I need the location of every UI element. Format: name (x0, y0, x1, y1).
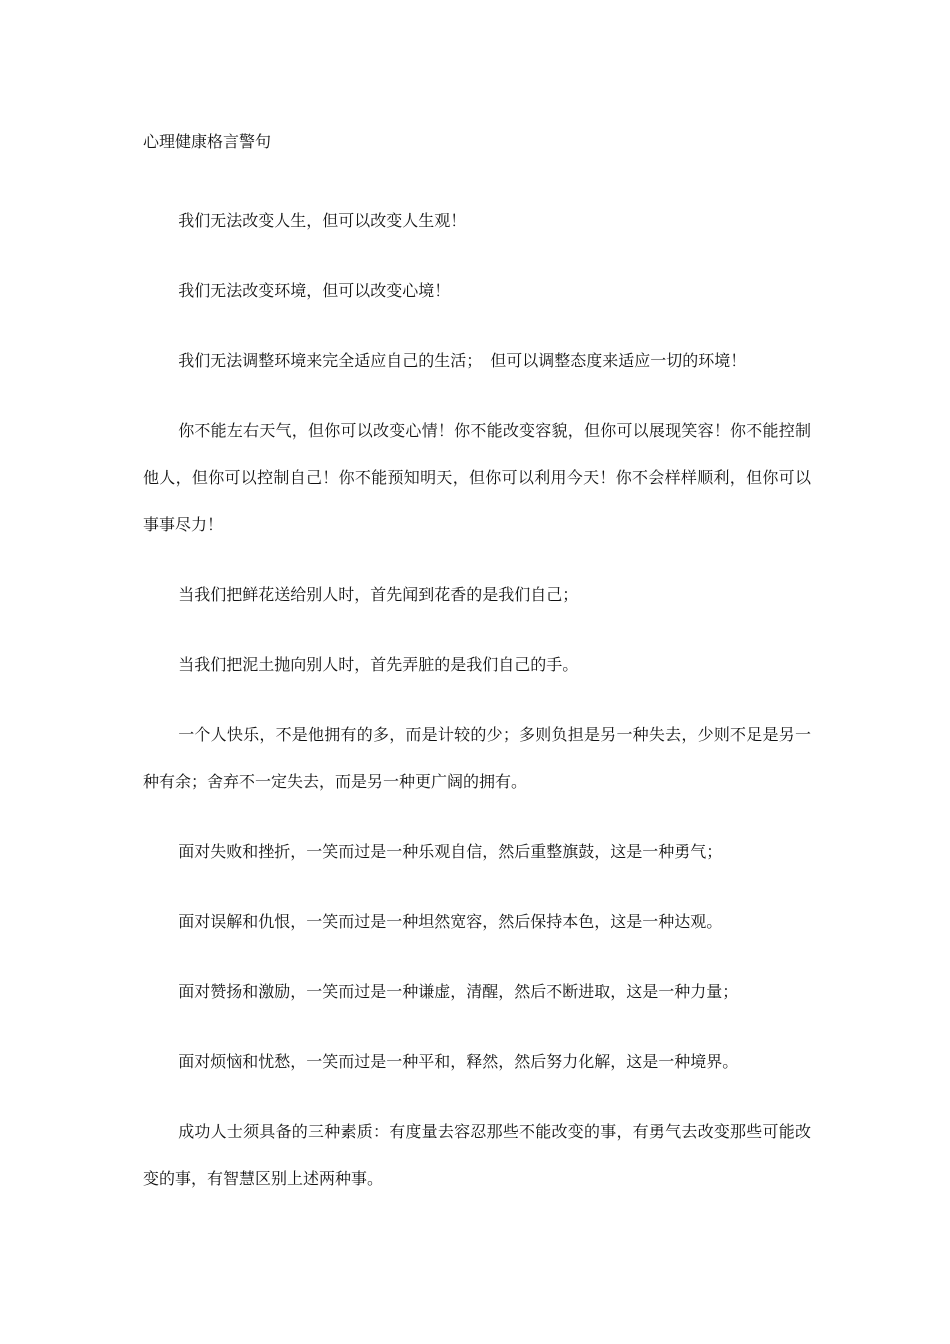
spacer (143, 384, 811, 407)
paragraph: 我们无法改变人生，但可以改变人生观！ (178, 211, 467, 230)
paragraph: 当我们把泥土抛向别人时，首先弄脏的是我们自己的手。 (178, 655, 579, 674)
spacer (143, 156, 811, 197)
spacer (143, 688, 811, 711)
paragraph: 你不能左右天气，但你可以改变心情！你不能改变容貌，但你可以展现笑容！你不能控制他人，但你可以控制自己！你不能预知明天，但你可以利用今天！你不会样样顺利，但你可以事事尽力！ (143, 421, 811, 534)
spacer (143, 805, 811, 828)
paragraph: 面对赞扬和激励，一笑而过是一种谦虚，清醒，然后不断进取，这是一种力量； (178, 982, 739, 1001)
paragraph: 面对误解和仇恨，一笑而过是一种坦然宽容，然后保持本色，这是一种达观。 (178, 912, 723, 931)
spacer (143, 244, 811, 267)
paragraph: 面对失败和挫折，一笑而过是一种乐观自信，然后重整旗鼓，这是一种勇气； (178, 842, 723, 861)
spacer (143, 548, 811, 571)
paragraph: 面对烦恼和忧愁，一笑而过是一种平和，释然，然后努力化解，这是一种境界。 (178, 1052, 739, 1071)
document-title: 心理健康格言警句 (143, 132, 272, 151)
paragraph: 成功人士须具备的三种素质：有度量去容忍那些不能改变的事，有勇气去改变那些可能改变的事，有智慧区别上述两种事。 (143, 1122, 811, 1188)
paragraph: 一个人快乐，不是他拥有的多，而是计较的少；多则负担是另一种失去，少则不足是另一种有余；舍弃不一定失去，而是另一种更广阔的拥有。 (143, 725, 811, 791)
paragraph: 我们无法改变环境，但可以改变心境！ (178, 281, 451, 300)
spacer (143, 875, 811, 898)
paragraph: 当我们把鲜花送给别人时，首先闻到花香的是我们自己； (178, 585, 579, 604)
document-body (143, 128, 811, 1202)
paragraph: 我们无法调整环境来完全适应自己的生活； 但可以调整态度来适应一切的环境！ (178, 351, 747, 370)
spacer (143, 314, 811, 337)
spacer (143, 1085, 811, 1108)
spacer (143, 618, 811, 641)
spacer (143, 945, 811, 968)
spacer (143, 1015, 811, 1038)
